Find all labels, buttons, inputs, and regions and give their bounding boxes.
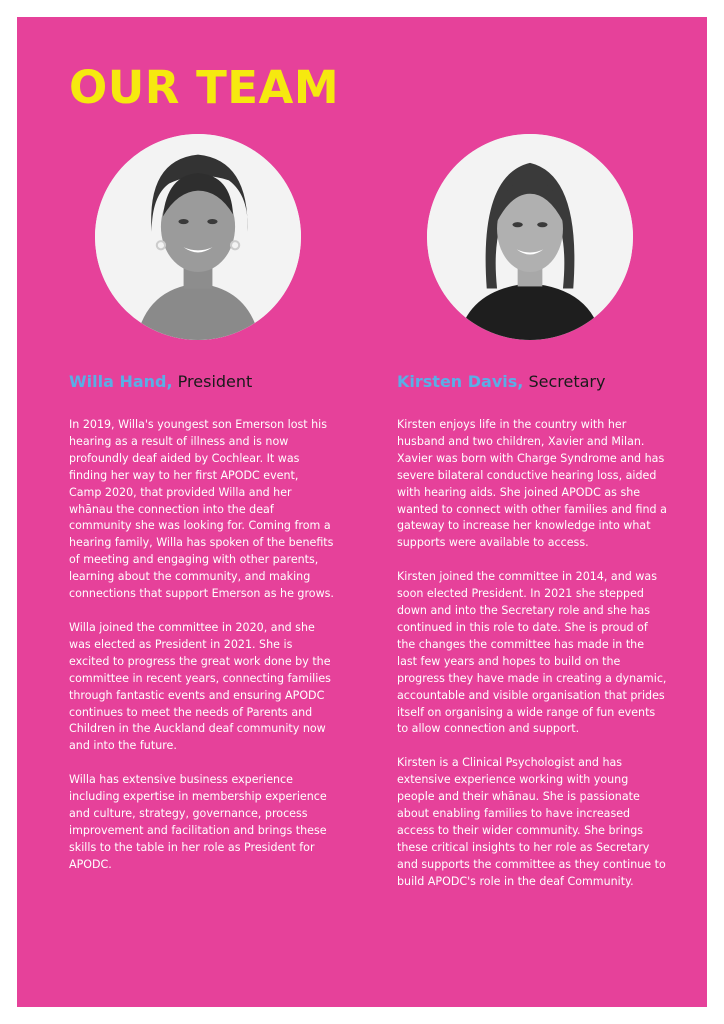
bio-paragraph: Kirsten is a Clinical Psychologist and has extensive experience working with young people and their whānau. She is passionate about enabling families to have increased access to their wider community. She brings these critical insights to her role as Secretary and supports the committee as they continue to build APODC's role in the deaf Community.: [397, 756, 666, 888]
page-background: [17, 17, 707, 1007]
portrait-willa-hand: [95, 134, 301, 340]
member-heading: [397, 372, 667, 391]
page-title: OUR TEAM: [69, 61, 340, 114]
member-name: Kirsten Davis,: [397, 372, 524, 391]
bio-paragraph: Kirsten enjoys life in the country with her husband and two children, Xavier and Milan. Xavier was born with Charge Syndrome and has severe bilateral conductive hearing loss, aided with hearing aids. She joined APODC as she wanted to connect with other families and find a gateway to increase her knowledge into what supports were available to access.: [397, 418, 667, 550]
member-heading: [69, 372, 334, 391]
bio-paragraph: Willa joined the committee in 2020, and she was elected as President in 2021. She is excited to progress the great work done by the committee in recent years, connecting families through fantastic events and ensuring APODC continues to meet the needs of Parents and Children in the Auckland deaf community now and into the future.: [69, 620, 331, 753]
member-role: President: [177, 372, 253, 391]
member-name: Willa Hand,: [69, 372, 173, 391]
portrait-willa-image: [95, 134, 301, 340]
bio-paragraph: In 2019, Willa's youngest son Emerson lost his hearing as a result of illness and is now profoundly deaf aided by Cochlear. It was finding her way to her first APODC event, Camp 2020, that provided Willa and her whānau the connection into the deaf community she was looking for. Coming from a hearing family, Willa has spoken of the benefits of meeting and engaging with other parents, learning about the community, and making connections that support Emerson as he grows.: [69, 418, 334, 601]
member-column-kirsten: [397, 372, 667, 908]
portrait-kirsten-image: [427, 134, 633, 340]
member-column-willa: [69, 372, 334, 891]
bio-paragraph: Kirsten joined the committee in 2014, and was soon elected President. In 2021 she stepped down and into the Secretary role and she has continued in this role to date. She is proud of the changes the committee has made in the last few years and hopes to build on the progress they have made in creating a dynamic, accountable and visible organisation that prides itself on organising a wide range of fun events to allow connection and support.: [397, 570, 667, 736]
bio-paragraph: Willa has extensive business experience including expertise in membership experience and culture, strategy, governance, process improvement and facilitation and brings these skills to the table in her role as President for APODC.: [69, 773, 327, 871]
member-role: Secretary: [528, 372, 606, 391]
portrait-kirsten-davis: [427, 134, 633, 340]
